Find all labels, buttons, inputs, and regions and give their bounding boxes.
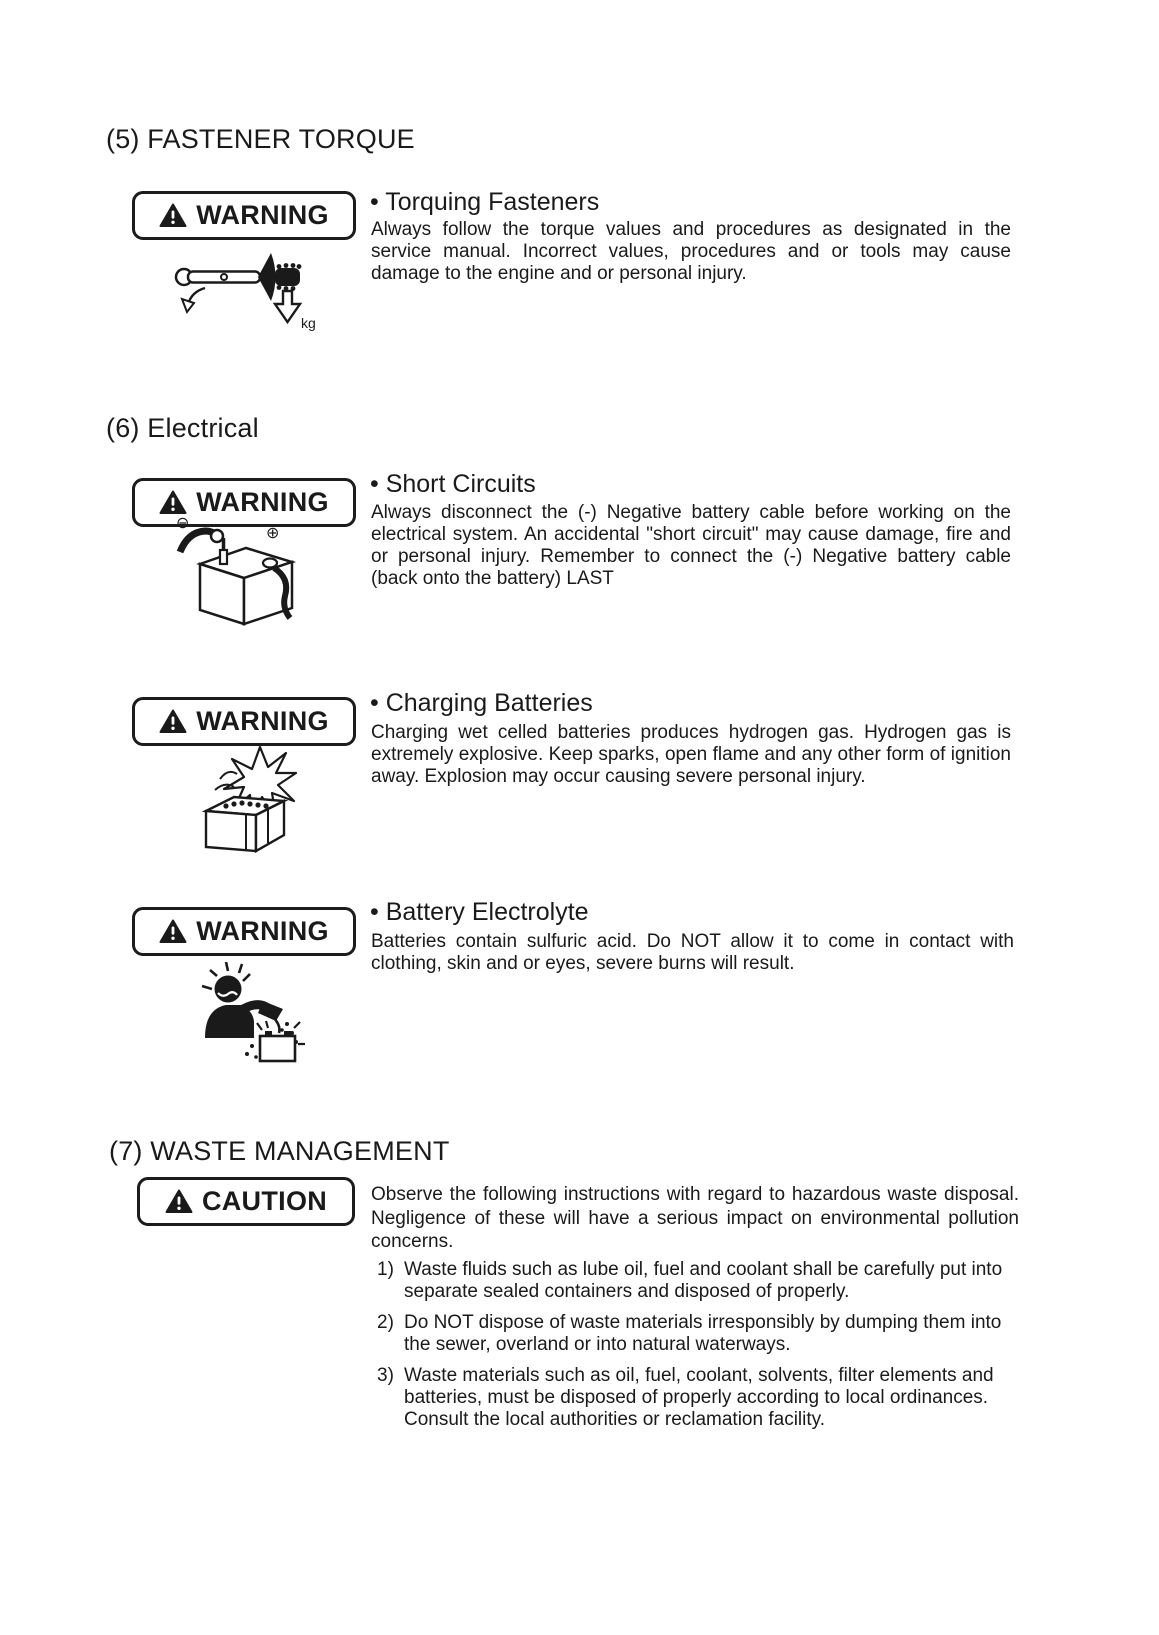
battery-front	[206, 811, 256, 851]
warning-triangle-icon	[159, 203, 187, 228]
warning-badge-label: WARNING	[196, 200, 329, 230]
positive-terminal	[263, 559, 277, 568]
hazard-title-charging: • Charging Batteries	[370, 689, 593, 717]
knurled-nut	[275, 268, 300, 286]
list-item-text: Waste fluids such as lube oil, fuel and coolant shall be carefully put into separate sealed containers and disposed of properly.	[404, 1259, 1003, 1302]
warning-badge-charging	[132, 697, 356, 746]
list-item	[377, 1259, 1011, 1303]
waste-intro-text: Observe the following instructions with regard to hazardous waste disposal. Negligence of these will have a serious impact on environmental pollution concerns.	[371, 1184, 1019, 1252]
warning-triangle-icon	[165, 1189, 193, 1214]
pouring-container	[258, 1001, 283, 1021]
negative-symbol: ⊖	[176, 515, 190, 532]
battery-disconnect-illustration	[172, 510, 320, 628]
warning-badge-label: WARNING	[196, 916, 329, 946]
warning-badge-torquing	[132, 191, 356, 240]
hazard-body-electrolyte: Batteries contain sulfuric acid. Do NOT allow it to come in contact with clothing, skin and or eyes, severe burns will result.	[371, 931, 1014, 974]
warning-triangle-icon	[159, 709, 187, 734]
down-arrow	[275, 291, 300, 322]
section-heading-electrical: (6) Electrical	[106, 413, 259, 443]
hazard-title-short-circuits: • Short Circuits	[370, 470, 536, 498]
list-item-text: Do NOT dispose of waste materials irresponsibly by dumping them into the sewer, overland or into natural waterways.	[404, 1312, 1002, 1355]
ratchet-fan	[258, 253, 276, 301]
section-heading-fastener-torque: (5) FASTENER TORQUE	[106, 124, 415, 154]
acid-stream	[274, 1018, 279, 1033]
list-item-number: 1)	[377, 1259, 394, 1280]
warning-badge-electrolyte	[132, 907, 356, 956]
waste-instruction-list	[377, 1259, 1011, 1440]
list-item-number: 2)	[377, 1312, 394, 1333]
caution-badge	[137, 1177, 355, 1226]
battery-explosion-illustration	[188, 745, 310, 857]
warning-badge-label: WARNING	[196, 706, 329, 736]
hazard-body-short-circuits: Always disconnect the (-) Negative battery cable before working on the electrical system. An accidental "short circuit" may cause damage, fire and or personal injury. Remember to connect the (-) Negative battery cable (back onto the battery) LAST	[371, 502, 1011, 589]
electrolyte-splash-illustration	[190, 958, 312, 1066]
kg-label: kg	[301, 315, 316, 331]
cable-clamp	[211, 530, 223, 542]
list-item	[377, 1312, 1011, 1356]
caution-badge-label: CAUTION	[201, 1186, 328, 1216]
terminal-post	[220, 550, 227, 564]
hazard-body-torquing: Always follow the torque values and procedures as designated in the service manual. Incorrect values, procedures and or tools may cause damage to the engine and or personal injury.	[371, 219, 1011, 284]
list-item-text: Waste materials such as oil, fuel, coolant, solvents, filter elements and batteries, must be disposed of properly according to local ordinances. Consult the local authorities or reclamation facility.	[404, 1365, 994, 1430]
warning-badge-label: WARNING	[196, 487, 329, 517]
positive-symbol: ⊕	[266, 525, 280, 542]
warning-triangle-icon	[159, 919, 187, 944]
hazard-body-charging: Charging wet celled batteries produces hydrogen gas. Hydrogen gas is extremely explosive. Keep sparks, open flame and any other form of ignition away. Explosion may occur causing severe personal injury.	[371, 722, 1011, 787]
person-head	[215, 976, 242, 1003]
torque-wrench-illustration	[172, 246, 324, 332]
hazard-title-torquing: • Torquing Fasteners	[370, 188, 600, 216]
section-heading-waste-management: (7) WASTE MANAGEMENT	[109, 1136, 450, 1166]
list-item-number: 3)	[377, 1365, 394, 1386]
list-item	[377, 1365, 1011, 1431]
hazard-title-electrolyte: • Battery Electrolyte	[370, 898, 589, 926]
battery-box	[260, 1036, 295, 1061]
